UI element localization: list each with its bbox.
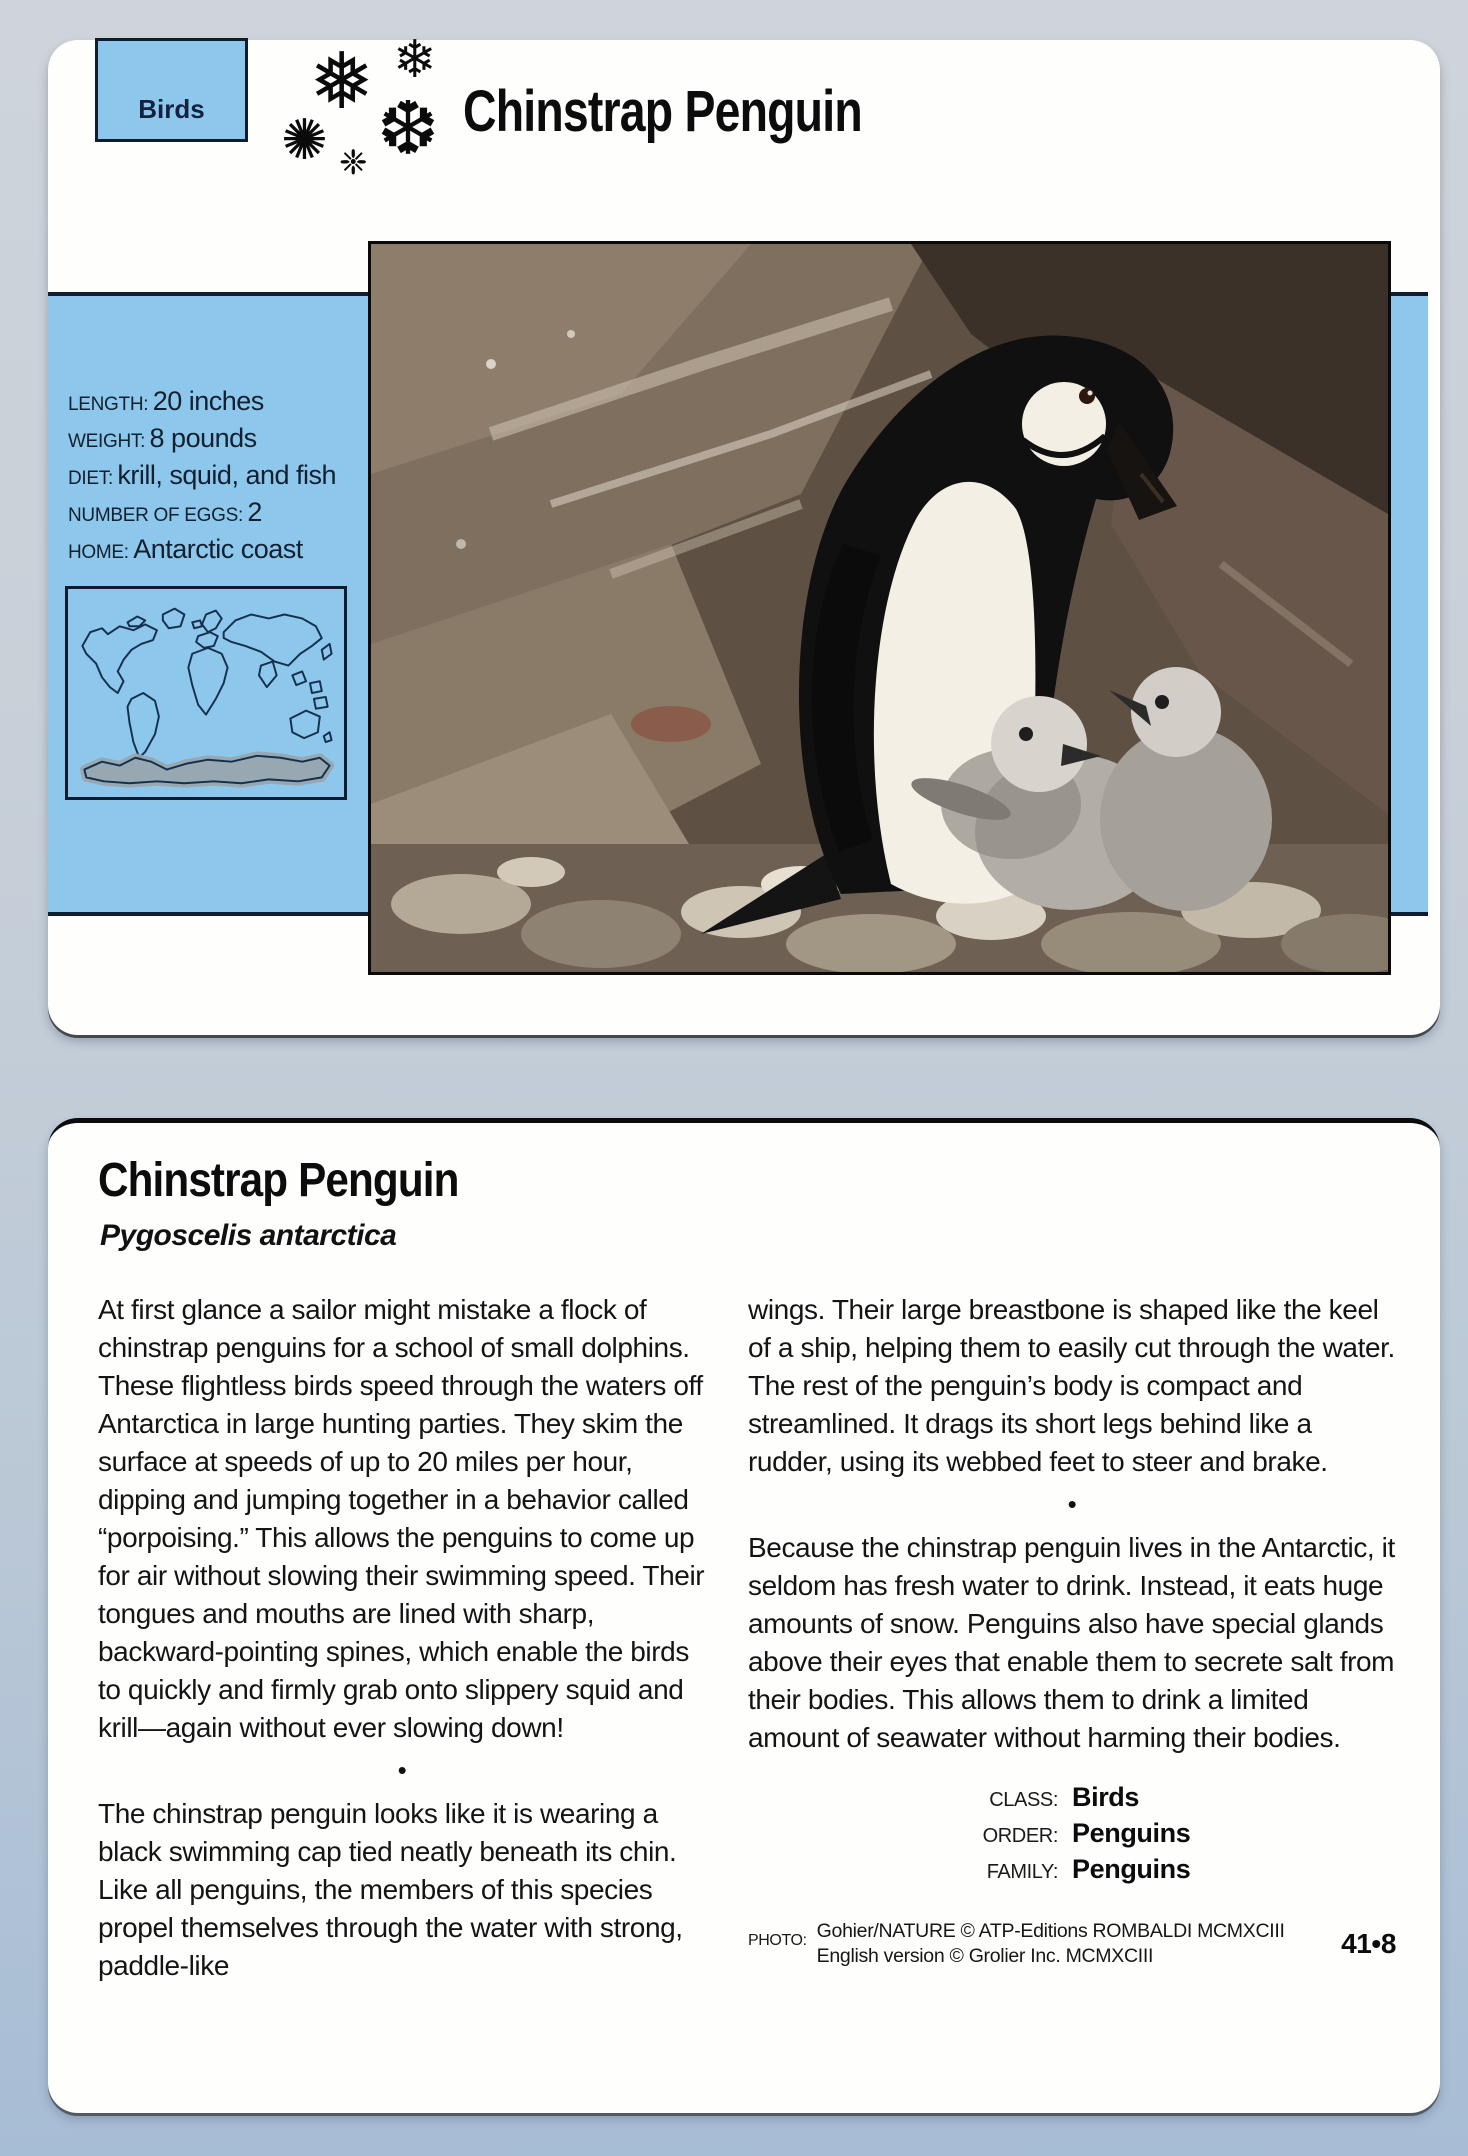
stat-weight — [68, 425, 368, 456]
paragraph: At first glance a sailor might mistake a flock of chinstrap penguins for a school of small dolphins. These flightless birds speed through the waters off Antarctica in large hunting parties. They skim the surface at speeds of up to 20 miles per hour, dipping and jumping together in a behavior called “porpoising.” This allows the penguins to come up for air without slowing their swimming speed. Their tongues and mouths are lined with sharp, backward-pointing spines, which enable the birds to quickly and firmly grab onto slippery squid and krill—again without ever slowing down! — [98, 1294, 705, 1743]
photo-credit-line2: English version © Grolier Inc. MCMXCIII — [816, 1945, 1154, 1967]
stat-label: DIET: — [68, 468, 113, 489]
stat-eggs — [68, 499, 368, 530]
text-column-right — [748, 1291, 1396, 1969]
stat-diet — [68, 462, 368, 493]
snowflake-cluster-icon — [281, 31, 471, 194]
stat-home — [68, 536, 368, 567]
category-tab — [95, 38, 248, 142]
card-number: 41•8 — [1341, 1928, 1396, 1959]
credits-block — [748, 1919, 1396, 1969]
world-map-antarctica-highlighted — [68, 589, 344, 797]
classification-order — [946, 1817, 1396, 1853]
snowflake-icon: ✺ — [281, 108, 328, 171]
stat-label: HOME: — [68, 542, 129, 563]
card-title: Chinstrap Penguin — [463, 79, 862, 144]
stat-value: Antarctic coast — [133, 534, 303, 564]
antarctica-highlight — [84, 756, 329, 783]
classification-label: CLASS: — [989, 1789, 1058, 1811]
classification-label: ORDER: — [982, 1825, 1058, 1847]
stats-list — [68, 388, 368, 573]
card-title: Chinstrap Penguin — [98, 1154, 459, 1207]
bullet-separator: • — [397, 1755, 407, 1785]
classification-value: Birds — [1072, 1782, 1140, 1812]
category-label: Birds — [138, 94, 205, 124]
paragraph: The chinstrap penguin looks like it is wearing a black swimming cap tied neatly beneath its chin. Like all penguins, the members of this species propel themselves through the water with strong, paddle-like — [98, 1798, 683, 1981]
classification-class — [946, 1781, 1396, 1817]
bullet-separator: • — [1067, 1489, 1077, 1519]
paragraph: Because the chinstrap penguin lives in the Antarctic, it seldom has fresh water to drink. Instead, it eats huge amounts of snow. Penguins also have special glands above their eyes that enable them to secrete salt from their bodies. This allows them to drink a limited amount of seawater without harming their bodies. — [748, 1532, 1395, 1753]
penguin-photo-image — [371, 244, 1388, 972]
stat-label: WEIGHT: — [68, 431, 146, 452]
classification-value: Penguins — [1072, 1818, 1191, 1848]
front-card — [48, 31, 1440, 1035]
scientific-name: Pygoscelis antarctica — [100, 1219, 397, 1252]
classification-value: Penguins — [1072, 1854, 1191, 1884]
range-map — [65, 586, 347, 800]
stat-label: LENGTH: — [68, 394, 149, 415]
snowflake-icon: ❆ — [377, 87, 440, 170]
stat-value: 20 inches — [152, 386, 264, 416]
photo-credit-label: PHOTO: — [748, 1932, 807, 1949]
photo-credit-line1: Gohier/NATURE © ATP-Editions ROMBALDI MCMXCIII — [816, 1920, 1285, 1942]
text-column-left — [98, 1291, 706, 1985]
classification-label: FAMILY: — [986, 1861, 1058, 1883]
snowflake-icon: ❈ — [339, 144, 368, 182]
stat-length — [68, 388, 368, 419]
snowflake-icon: ❅ — [309, 37, 375, 125]
stat-value: 8 pounds — [149, 423, 257, 453]
penguin-photo — [368, 241, 1391, 975]
classification-block — [946, 1781, 1396, 1889]
stat-value: 2 — [247, 497, 262, 527]
stat-label: NUMBER OF EGGS: — [68, 505, 243, 526]
snowflake-icon: ❄ — [393, 31, 437, 89]
classification-family — [946, 1853, 1396, 1889]
paragraph: wings. Their large breastbone is shaped like the keel of a ship, helping them to easily cut through the water. The rest of the penguin’s body is compact and streamlined. It drags its short legs behind like a rudder, using its webbed feet to steer and brake. — [748, 1294, 1395, 1477]
stat-value: krill, squid, and fish — [117, 460, 337, 490]
back-card — [48, 1118, 1440, 2113]
photo-credit-lines — [817, 1919, 1285, 1969]
